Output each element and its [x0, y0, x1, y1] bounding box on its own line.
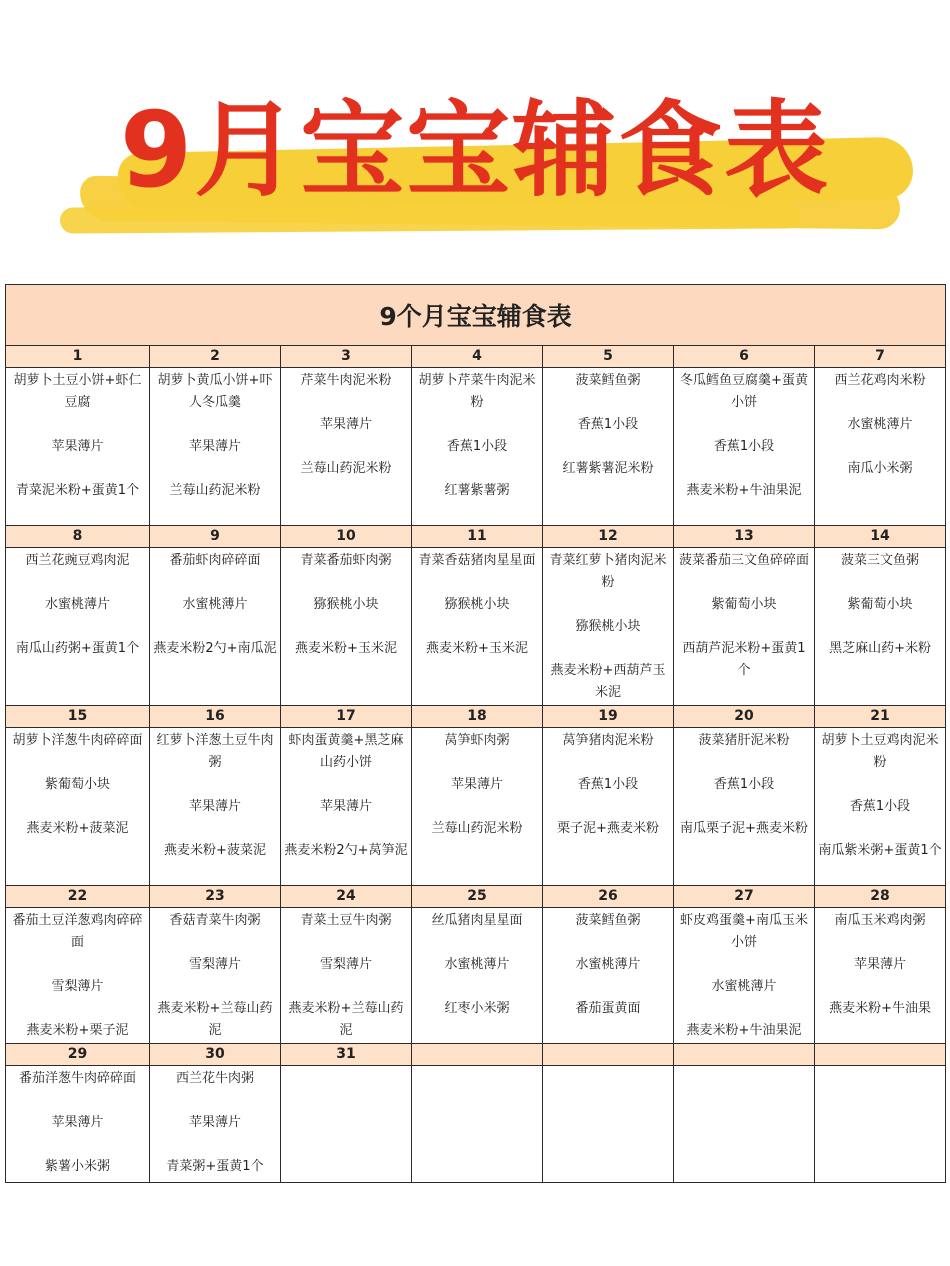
day-number: 22	[6, 886, 150, 908]
meal-item: 青菜泥米粉+蛋黄1个	[15, 483, 140, 498]
day-number: 23	[150, 886, 281, 908]
day-number: 12	[543, 526, 674, 548]
meal-item: 燕麦米粉+栗子泥	[26, 1023, 129, 1038]
meal-item: 水蜜桃薄片	[182, 597, 248, 612]
week-header-row	[6, 886, 946, 908]
day-number: 21	[815, 706, 946, 728]
day-meal-cell	[6, 1066, 150, 1183]
meal-item: 番茄蛋黄面	[575, 1001, 641, 1016]
day-number: 24	[281, 886, 412, 908]
meal-item: 紫葡萄小块	[847, 597, 913, 612]
day-number: 1	[6, 346, 150, 368]
day-meal-cell	[674, 548, 815, 706]
meal-item: 南瓜紫米粥+蛋黄1个	[818, 843, 942, 858]
meal-item: 青菜红萝卜猪肉泥米粉	[549, 553, 667, 590]
day-meal-cell	[543, 728, 674, 886]
meal-item: 冬瓜鳕鱼豆腐羹+蛋黄小饼	[680, 373, 808, 410]
day-number	[543, 1044, 674, 1066]
meal-item: 燕麦米粉+牛油果泥	[686, 1023, 802, 1038]
meal-item: 红枣小米粥	[444, 1001, 510, 1016]
week-meal-row	[6, 1066, 946, 1183]
day-meal-cell	[150, 548, 281, 706]
day-meal-cell	[412, 1066, 543, 1183]
meal-item: 猕猴桃小块	[444, 597, 510, 612]
day-number: 31	[281, 1044, 412, 1066]
day-number: 27	[674, 886, 815, 908]
day-meal-cell	[281, 728, 412, 886]
meal-item: 西兰花豌豆鸡肉泥	[25, 553, 130, 568]
day-meal-cell	[815, 908, 946, 1044]
meal-item: 菠菜猪肝泥米粉	[698, 733, 790, 748]
meal-item: 兰莓山药泥米粉	[431, 821, 523, 836]
meal-item: 水蜜桃薄片	[444, 957, 510, 972]
day-number: 30	[150, 1044, 281, 1066]
meal-item: 燕麦米粉+兰莓山药泥	[157, 1001, 273, 1038]
day-number: 4	[412, 346, 543, 368]
day-number: 14	[815, 526, 946, 548]
day-meal-cell	[281, 908, 412, 1044]
meal-item: 苹果薄片	[51, 439, 104, 454]
meal-item: 紫薯小米粥	[44, 1159, 110, 1174]
page-title: 9月宝宝辅食表	[119, 89, 831, 211]
day-number: 20	[674, 706, 815, 728]
day-meal-cell	[674, 728, 815, 886]
day-meal-cell	[281, 368, 412, 526]
meal-item: 南瓜栗子泥+燕麦米粉	[680, 821, 808, 836]
table-title: 9个月宝宝辅食表	[6, 285, 946, 346]
day-meal-cell	[150, 1066, 281, 1183]
day-number	[412, 1044, 543, 1066]
meal-item: 水蜜桃薄片	[44, 597, 110, 612]
meal-item: 胡萝卜土豆小饼+虾仁豆腐	[13, 373, 142, 410]
meal-item: 苹果薄片	[188, 1115, 241, 1130]
meal-item: 燕麦米粉+兰莓山药泥	[288, 1001, 404, 1038]
meal-item: 香蕉1小段	[446, 439, 508, 454]
meal-item: 燕麦米粉+牛油果	[829, 1001, 931, 1016]
meal-item: 胡萝卜土豆鸡肉泥米粉	[821, 733, 939, 770]
day-meal-cell	[281, 548, 412, 706]
meal-item: 西葫芦泥米粉+蛋黄1个	[682, 641, 806, 678]
day-number	[815, 1044, 946, 1066]
meal-item: 水蜜桃薄片	[575, 957, 641, 972]
meal-item: 青菜粥+蛋黄1个	[166, 1159, 264, 1174]
day-meal-cell	[543, 1066, 674, 1183]
meal-item: 莴笋猪肉泥米粉	[562, 733, 654, 748]
day-number: 8	[6, 526, 150, 548]
meal-item: 燕麦米粉+西葫芦玉米泥	[550, 663, 666, 700]
day-meal-cell	[150, 728, 281, 886]
week-meal-row	[6, 368, 946, 526]
week-meal-row	[6, 728, 946, 886]
meal-item: 黑芝麻山药+米粉	[829, 641, 931, 656]
day-meal-cell	[6, 908, 150, 1044]
meal-item: 香蕉1小段	[849, 799, 911, 814]
day-number: 19	[543, 706, 674, 728]
meal-item: 燕麦米粉+玉米泥	[295, 641, 397, 656]
meal-item: 紫葡萄小块	[44, 777, 110, 792]
meal-item: 香蕉1小段	[577, 777, 639, 792]
day-number: 10	[281, 526, 412, 548]
meal-item: 南瓜玉米鸡肉粥	[834, 913, 926, 928]
day-meal-cell	[412, 368, 543, 526]
meal-item: 栗子泥+燕麦米粉	[557, 821, 659, 836]
meal-item: 雪梨薄片	[188, 957, 241, 972]
week-header-row	[6, 706, 946, 728]
week-meal-row	[6, 908, 946, 1044]
meal-item: 红萝卜洋葱土豆牛肉粥	[156, 733, 274, 770]
day-number: 26	[543, 886, 674, 908]
week-header-row	[6, 346, 946, 368]
day-meal-cell	[543, 908, 674, 1044]
title-banner	[0, 0, 950, 260]
day-meal-cell	[815, 548, 946, 706]
meal-item: 苹果薄片	[854, 957, 907, 972]
day-number: 5	[543, 346, 674, 368]
meal-item: 雪梨薄片	[319, 957, 372, 972]
meal-plan-table	[5, 284, 946, 1183]
meal-item: 西兰花牛肉粥	[175, 1071, 254, 1086]
day-meal-cell	[412, 548, 543, 706]
meal-item: 苹果薄片	[319, 417, 372, 432]
meal-item: 番茄洋葱牛肉碎碎面	[18, 1071, 136, 1086]
meal-item: 香蕉1小段	[713, 439, 775, 454]
meal-item: 雪梨薄片	[51, 979, 104, 994]
meal-item: 菠菜三文鱼粥	[841, 553, 920, 568]
day-meal-cell	[815, 728, 946, 886]
meal-item: 芹菜牛肉泥米粉	[300, 373, 392, 388]
meal-item: 莴笋虾肉粥	[444, 733, 510, 748]
day-meal-cell	[674, 908, 815, 1044]
day-number: 18	[412, 706, 543, 728]
meal-item: 香蕉1小段	[577, 417, 639, 432]
meal-item: 水蜜桃薄片	[711, 979, 777, 994]
meal-item: 燕麦米粉+菠菜泥	[164, 843, 266, 858]
meal-item: 香菇青菜牛肉粥	[169, 913, 261, 928]
meal-item: 燕麦米粉+牛油果泥	[686, 483, 802, 498]
meal-item: 胡萝卜黄瓜小饼+吓人冬瓜羹	[157, 373, 273, 410]
day-meal-cell	[6, 728, 150, 886]
day-meal-cell	[674, 368, 815, 526]
week-header-row	[6, 1044, 946, 1066]
day-number: 15	[6, 706, 150, 728]
meal-item: 苹果薄片	[188, 799, 241, 814]
meal-item: 青菜番茄虾肉粥	[300, 553, 392, 568]
meal-item: 燕麦米粉2勺+南瓜泥	[153, 641, 277, 656]
meal-item: 水蜜桃薄片	[847, 417, 913, 432]
meal-item: 苹果薄片	[450, 777, 503, 792]
meal-item: 兰莓山药泥米粉	[300, 461, 392, 476]
meal-item: 虾皮鸡蛋羹+南瓜玉米小饼	[680, 913, 808, 950]
meal-item: 胡萝卜芹菜牛肉泥米粉	[418, 373, 536, 410]
meal-item: 番茄虾肉碎碎面	[169, 553, 261, 568]
day-meal-cell	[6, 368, 150, 526]
day-meal-cell	[815, 368, 946, 526]
meal-item: 燕麦米粉2勺+莴笋泥	[284, 843, 408, 858]
meal-item: 南瓜山药粥+蛋黄1个	[15, 641, 140, 656]
meal-item: 青菜土豆牛肉粥	[300, 913, 392, 928]
meal-item: 紫葡萄小块	[711, 597, 777, 612]
meal-item: 苹果薄片	[188, 439, 241, 454]
week-meal-row	[6, 548, 946, 706]
day-number: 9	[150, 526, 281, 548]
meal-item: 青菜香菇猪肉星星面	[418, 553, 536, 568]
day-number: 13	[674, 526, 815, 548]
day-number: 7	[815, 346, 946, 368]
meal-item: 菠菜番茄三文鱼碎碎面	[678, 553, 809, 568]
day-number: 11	[412, 526, 543, 548]
meal-item: 苹果薄片	[319, 799, 372, 814]
meal-item: 菠菜鳕鱼粥	[575, 913, 641, 928]
day-meal-cell	[543, 368, 674, 526]
day-number: 3	[281, 346, 412, 368]
day-meal-cell	[543, 548, 674, 706]
day-meal-cell	[6, 548, 150, 706]
day-meal-cell	[815, 1066, 946, 1183]
day-meal-cell	[412, 728, 543, 886]
meal-item: 番茄土豆洋葱鸡肉碎碎面	[12, 913, 143, 950]
day-number: 28	[815, 886, 946, 908]
meal-item: 西兰花鸡肉米粉	[834, 373, 926, 388]
meal-item: 虾肉蛋黄羹+黑芝麻山药小饼	[288, 733, 404, 770]
day-number: 6	[674, 346, 815, 368]
meal-item: 香蕉1小段	[713, 777, 775, 792]
meal-item: 燕麦米粉+菠菜泥	[26, 821, 129, 836]
meal-item: 燕麦米粉+玉米泥	[426, 641, 528, 656]
day-meal-cell	[150, 908, 281, 1044]
day-meal-cell	[674, 1066, 815, 1183]
meal-item: 南瓜小米粥	[847, 461, 913, 476]
meal-item: 丝瓜猪肉星星面	[431, 913, 523, 928]
day-number: 2	[150, 346, 281, 368]
meal-item: 猕猴桃小块	[575, 619, 641, 634]
meal-item: 菠菜鳕鱼粥	[575, 373, 641, 388]
day-meal-cell	[281, 1066, 412, 1183]
week-header-row	[6, 526, 946, 548]
meal-item: 兰莓山药泥米粉	[169, 483, 261, 498]
meal-item: 苹果薄片	[51, 1115, 104, 1130]
day-meal-cell	[150, 368, 281, 526]
meal-item: 红薯紫薯泥米粉	[562, 461, 654, 476]
meal-item: 猕猴桃小块	[313, 597, 379, 612]
meal-item: 红薯紫薯粥	[444, 483, 510, 498]
day-number: 16	[150, 706, 281, 728]
day-number: 29	[6, 1044, 150, 1066]
meal-item: 胡萝卜洋葱牛肉碎碎面	[12, 733, 143, 748]
day-number	[674, 1044, 815, 1066]
day-meal-cell	[412, 908, 543, 1044]
day-number: 17	[281, 706, 412, 728]
day-number: 25	[412, 886, 543, 908]
